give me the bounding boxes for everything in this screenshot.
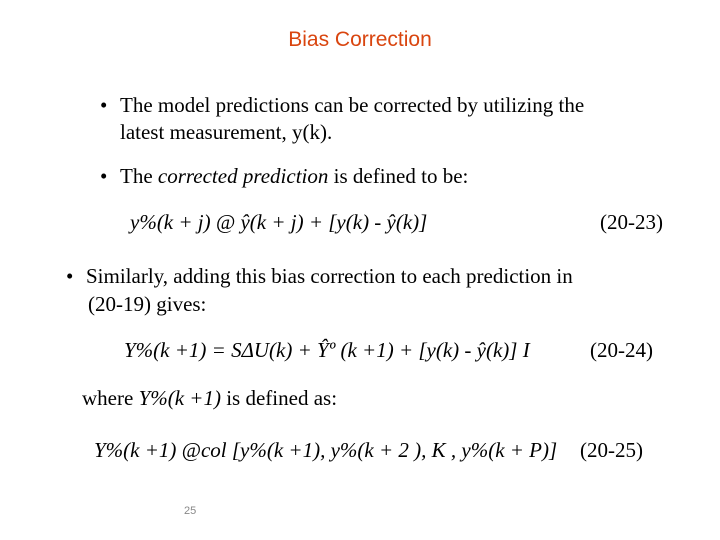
bullet-3-text-1: Similarly, adding this bias correction to each prediction in <box>86 264 573 288</box>
page-number: 25 <box>184 505 197 517</box>
bullet-2-text-a: The <box>120 164 158 188</box>
where-suffix: is defined as: <box>220 386 338 410</box>
bullet-2-text-b: is defined to be: <box>328 164 469 188</box>
equation-20-24: Y%(k +1) = SΔU(k) + Ŷº (k +1) + [y(k) - ŷ(k)] I <box>124 338 530 362</box>
eq23-lhs: y%(k + j) @ <box>130 210 236 234</box>
slide-title: Bias Correction <box>288 28 432 51</box>
where-line <box>82 384 337 412</box>
bullet-icon: • <box>100 164 108 188</box>
bullet-2-line-1 <box>100 162 468 190</box>
eq23-rhs: ŷ(k + j) + [y(k) - ŷ(k)] <box>240 210 428 234</box>
bullet-1-line-1 <box>100 91 584 119</box>
where-prefix: where <box>82 386 139 410</box>
equation-number-20-24: (20-24) <box>590 338 653 362</box>
equation-20-25: Y%(k +1) @col [y%(k +1), y%(k + 2 ), K , y%(k + P)] <box>94 438 558 462</box>
bullet-icon: • <box>66 264 74 288</box>
equation-number-20-25: (20-25) <box>580 438 643 462</box>
bullet-3-line-1 <box>66 262 573 290</box>
bullet-icon: • <box>100 93 108 117</box>
bullet-3-line-2: (20-19) gives: <box>88 292 207 316</box>
equation-20-23 <box>130 210 427 235</box>
bullet-1-text-1: The model predictions can be corrected by utilizing the <box>120 93 585 117</box>
bullet-1-line-2: latest measurement, y(k). <box>120 120 333 144</box>
where-symbol: Y%(k +1) <box>138 386 221 410</box>
bullet-2-emphasis: corrected prediction <box>157 164 329 188</box>
equation-number-20-23: (20-23) <box>600 210 663 234</box>
